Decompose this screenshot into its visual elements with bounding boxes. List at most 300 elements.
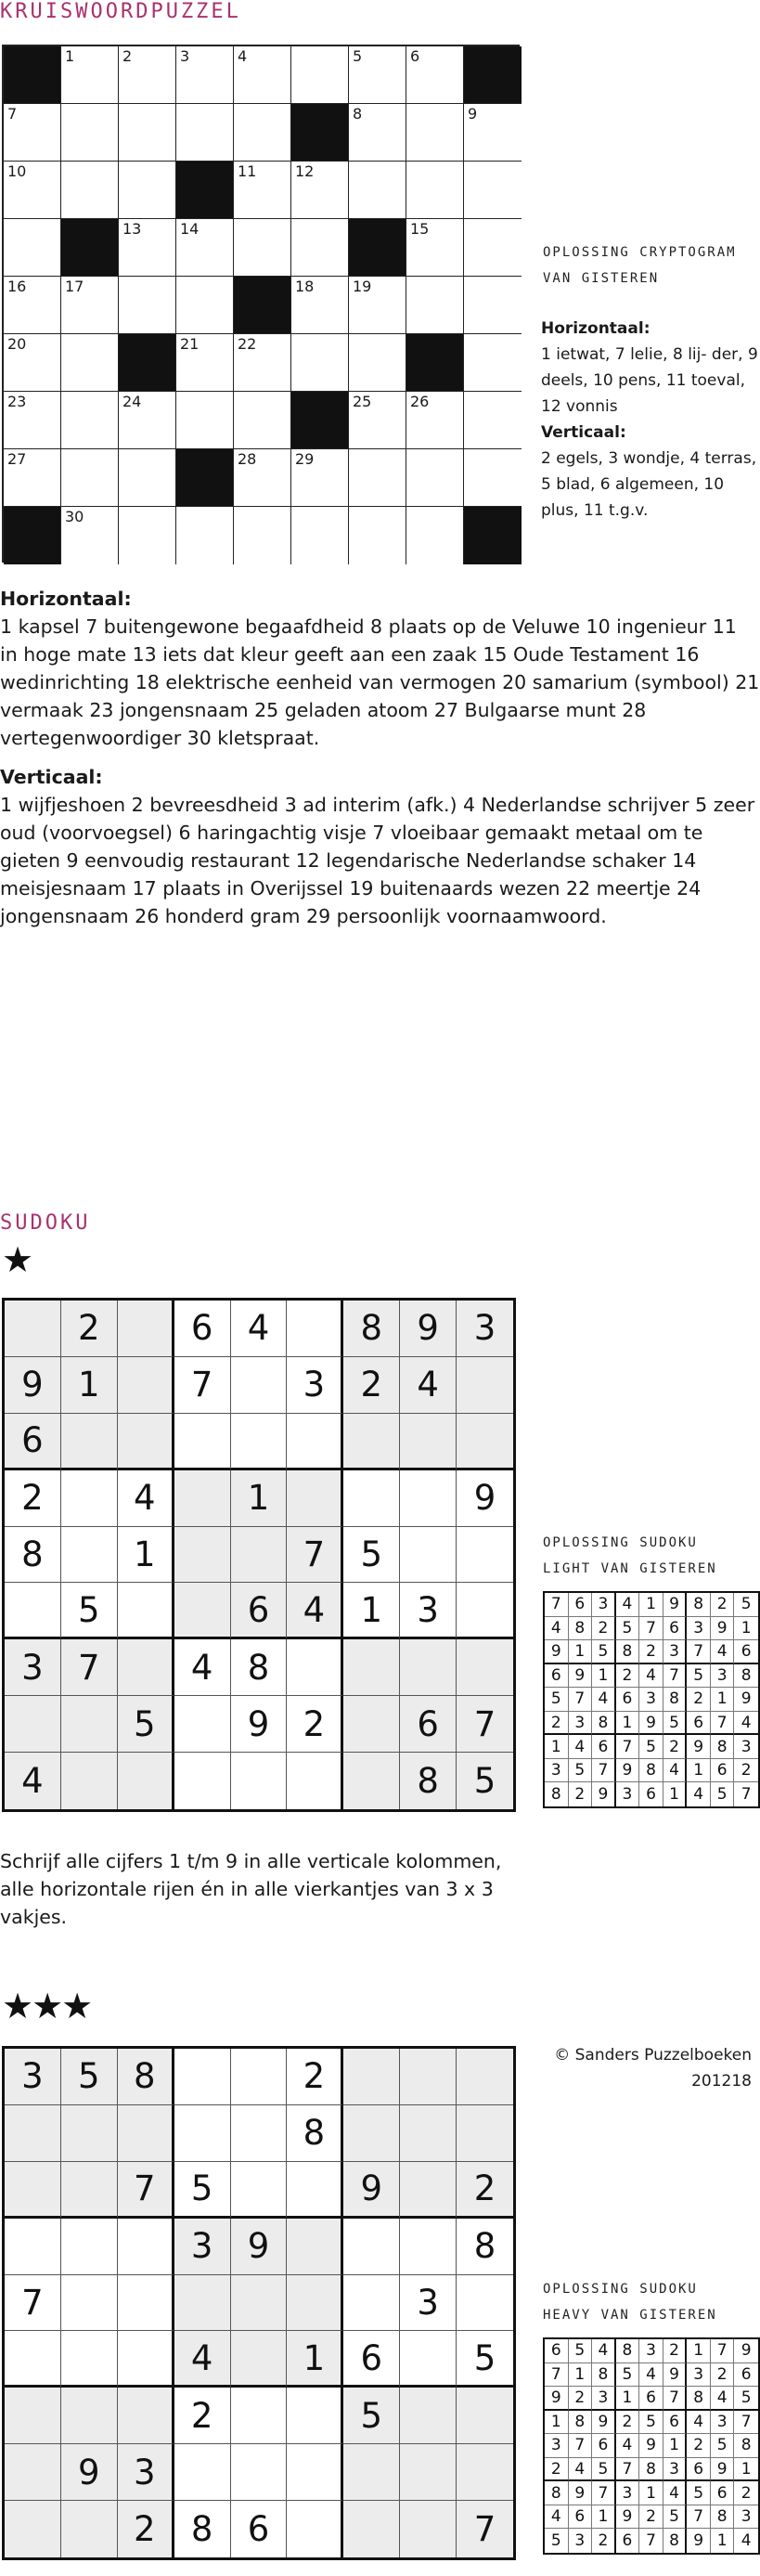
sudoku-cell[interactable] — [61, 2275, 118, 2332]
crossword-cell[interactable] — [464, 104, 522, 162]
solution-cell: 8 — [592, 1712, 616, 1736]
solution-cell: 2 — [545, 2458, 569, 2482]
sudoku-cell[interactable] — [5, 2331, 61, 2388]
sudoku-cell[interactable] — [118, 1639, 174, 1696]
crossword-clue-number: 2 — [122, 47, 133, 65]
solution-cell: 5 — [663, 2505, 688, 2530]
clue-number: 28 — [622, 699, 647, 721]
sudoku-cell[interactable] — [231, 2049, 288, 2105]
clue — [179, 822, 367, 844]
sudoku-cell[interactable] — [287, 2388, 343, 2444]
sudoku-cell[interactable] — [5, 1696, 61, 1753]
sudoku-cell[interactable] — [5, 2162, 61, 2219]
clue — [566, 877, 671, 900]
sudoku-cell[interactable] — [457, 1583, 513, 1639]
sudoku-cell[interactable] — [231, 2162, 288, 2219]
crossword-cell[interactable] — [234, 162, 291, 219]
sudoku-cell[interactable] — [61, 1753, 118, 1809]
solution-cell: 3 — [734, 1735, 758, 1759]
solution-cell: 4 — [639, 2363, 663, 2388]
crossword-cell[interactable] — [119, 46, 176, 104]
sudoku-cell[interactable] — [231, 1527, 288, 1584]
solution-cell: 7 — [734, 2411, 758, 2435]
sudoku-cell[interactable] — [174, 1414, 231, 1470]
sudoku-cell[interactable] — [231, 1414, 288, 1470]
sudoku-cell[interactable] — [118, 2388, 174, 2444]
sudoku-cell[interactable] — [5, 2388, 61, 2444]
crossword-cell[interactable] — [234, 507, 291, 564]
crossword-cell[interactable] — [234, 104, 291, 162]
sudoku-cell: 3 — [174, 2219, 231, 2275]
solution-cell: 5 — [569, 1759, 593, 1783]
solution-cell: 9 — [711, 2458, 735, 2482]
crossword-black-cell — [349, 219, 406, 277]
clue-text: in hoge mate — [0, 643, 127, 666]
clue-text: vloeibaar gemaakt metaal om te gieten — [0, 822, 703, 872]
crossword-clue-number: 18 — [295, 278, 315, 295]
crossword-cell[interactable] — [176, 507, 234, 564]
sudoku-cell[interactable] — [287, 2501, 343, 2557]
crossword-cell[interactable] — [119, 219, 176, 277]
crossword-cell[interactable] — [349, 277, 406, 334]
sudoku-cell: 9 — [61, 2444, 118, 2501]
crossword-cell[interactable] — [291, 162, 349, 219]
solution-cell: 9 — [687, 2529, 711, 2553]
sudoku-cell[interactable] — [118, 2219, 174, 2275]
sudoku-cell[interactable] — [5, 2105, 61, 2162]
sudoku-cell: 1 — [231, 1470, 288, 1527]
solution-cell: 1 — [569, 2363, 593, 2388]
sudoku-cell[interactable] — [400, 2105, 457, 2162]
cryptogram-vertical-text: 2 egels, 3 wondje, 4 terras, 5 blad, 6 algemeen, 10 plus, 11 t.g.v. — [541, 449, 757, 520]
vertical-clues-list — [0, 791, 760, 930]
clue — [0, 794, 125, 816]
light-solution-caption-line2: LIGHT VAN GISTEREN — [543, 1561, 717, 1576]
crossword-cell[interactable] — [349, 392, 406, 449]
crossword-cell[interactable] — [349, 334, 406, 392]
solution-cell: 1 — [639, 1593, 663, 1617]
solution-cell: 4 — [545, 1617, 569, 1641]
sudoku-cell: 5 — [457, 2331, 513, 2388]
sudoku-cell[interactable] — [343, 1753, 400, 1809]
sudoku-light-solution — [543, 1591, 760, 1808]
sudoku-cell: 8 — [231, 1639, 288, 1696]
sudoku-cell[interactable] — [61, 1414, 118, 1470]
solution-cell: 9 — [545, 2387, 569, 2411]
sudoku-cell: 4 — [174, 1639, 231, 1696]
sudoku-cell[interactable] — [287, 1301, 343, 1357]
crossword-cell[interactable] — [349, 162, 406, 219]
sudoku-cell[interactable] — [118, 2275, 174, 2332]
sudoku-cell[interactable] — [118, 1414, 174, 1470]
solution-cell: 4 — [569, 2458, 593, 2482]
crossword-cell[interactable] — [4, 162, 61, 219]
light-solution-caption — [543, 1530, 717, 1582]
solution-cell: 1 — [592, 1664, 616, 1689]
sudoku-cell[interactable] — [118, 1753, 174, 1809]
sudoku-cell[interactable] — [61, 2331, 118, 2388]
crossword-cell[interactable] — [234, 219, 291, 277]
clue — [296, 849, 666, 872]
solution-cell: 8 — [569, 1617, 593, 1641]
crossword-cell[interactable] — [464, 392, 522, 449]
crossword-cell[interactable] — [176, 46, 234, 104]
solution-cell: 4 — [592, 1688, 616, 1712]
solution-cell: 8 — [734, 2434, 758, 2458]
sudoku-cell[interactable] — [287, 1414, 343, 1470]
sudoku-cell[interactable] — [174, 2049, 231, 2105]
solution-cell: 4 — [734, 1712, 758, 1736]
clue-text: buitengewone begaafdheid — [103, 615, 365, 638]
clue — [67, 849, 290, 872]
crossword-cell[interactable] — [176, 277, 234, 334]
sudoku-cell[interactable] — [343, 1470, 400, 1527]
solution-cell: 1 — [711, 1688, 735, 1712]
crossword-cell[interactable] — [406, 162, 464, 219]
crossword-cell[interactable] — [119, 392, 176, 449]
solution-cell: 5 — [734, 2387, 758, 2411]
solution-cell: 3 — [663, 1640, 688, 1664]
solution-cell: 3 — [545, 1759, 569, 1783]
sudoku-cell[interactable] — [343, 1639, 400, 1696]
crossword-cell[interactable] — [61, 277, 119, 334]
sudoku-cell[interactable] — [231, 2444, 288, 2501]
sudoku-cell[interactable] — [457, 1527, 513, 1584]
sudoku-cell: 5 — [343, 1527, 400, 1584]
solution-cell: 2 — [569, 2387, 593, 2411]
sudoku-cell: 3 — [5, 1639, 61, 1696]
sudoku-cell: 2 — [61, 1301, 118, 1357]
sudoku-cell[interactable] — [343, 2444, 400, 2501]
sudoku-cell: 8 — [5, 1527, 61, 1584]
horizontal-clues-list — [0, 613, 760, 752]
clue-number: 9 — [66, 849, 79, 872]
crossword-grid — [2, 45, 520, 563]
sudoku-cell[interactable] — [457, 2275, 513, 2332]
solution-cell: 3 — [616, 2481, 640, 2505]
sudoku-cell: 1 — [118, 1527, 174, 1584]
sudoku-cell: 4 — [174, 2331, 231, 2388]
sudoku-cell[interactable] — [287, 2162, 343, 2219]
sudoku-title: SUDOKU — [0, 1211, 91, 1235]
clue-number: 18 — [135, 671, 160, 693]
solution-cell: 8 — [592, 2363, 616, 2388]
horizontal-clues-heading: Horizontaal: — [0, 588, 132, 610]
crossword-cell[interactable] — [176, 219, 234, 277]
solution-cell: 2 — [616, 2411, 640, 2435]
solution-cell: 8 — [711, 2505, 735, 2530]
sudoku-cell[interactable] — [174, 2275, 231, 2332]
solution-cell: 8 — [616, 2339, 640, 2363]
sudoku-cell[interactable] — [61, 1527, 118, 1584]
heavy-solution-caption-line1: OPLOSSING SUDOKU — [543, 2282, 698, 2297]
crossword-cell[interactable] — [61, 334, 119, 392]
sudoku-cell[interactable] — [174, 2105, 231, 2162]
crossword-cell[interactable] — [61, 392, 119, 449]
solution-cell: 9 — [569, 2481, 593, 2505]
sudoku-cell[interactable] — [343, 1414, 400, 1470]
horizontal-clues — [0, 585, 760, 752]
sudoku-cell[interactable] — [61, 2162, 118, 2219]
crossword-cell[interactable] — [61, 104, 119, 162]
crossword-cell[interactable] — [119, 449, 176, 507]
solution-cell: 9 — [639, 1712, 663, 1736]
solution-cell: 7 — [616, 2458, 640, 2482]
sudoku-cell: 9 — [400, 1301, 457, 1357]
crossword-cell[interactable] — [4, 392, 61, 449]
crossword-cell[interactable] — [119, 277, 176, 334]
sudoku-cell[interactable] — [118, 1357, 174, 1414]
crossword-cell[interactable] — [349, 46, 406, 104]
sudoku-cell[interactable] — [400, 2219, 457, 2275]
crossword-cell[interactable] — [4, 219, 61, 277]
solution-cell: 7 — [592, 1759, 616, 1783]
sudoku-cell[interactable] — [287, 1470, 343, 1527]
sudoku-cell[interactable] — [457, 2388, 513, 2444]
crossword-cell[interactable] — [119, 162, 176, 219]
clue — [306, 905, 607, 927]
crossword-clue-number: 22 — [238, 335, 257, 353]
solution-cell: 6 — [734, 2363, 758, 2388]
solution-cell: 4 — [663, 2481, 688, 2505]
sudoku-cell[interactable] — [343, 2219, 400, 2275]
sudoku-cell[interactable] — [5, 2444, 61, 2501]
solution-cell: 9 — [592, 2411, 616, 2435]
crossword-cell[interactable] — [176, 104, 234, 162]
sudoku-cell: 2 — [287, 2049, 343, 2105]
crossword-cell[interactable] — [234, 449, 291, 507]
sudoku-cell: 8 — [174, 2501, 231, 2557]
sudoku-cell: 6 — [343, 2331, 400, 2388]
sudoku-cell[interactable] — [287, 1639, 343, 1696]
sudoku-cell[interactable] — [231, 2331, 288, 2388]
sudoku-cell[interactable] — [231, 1357, 288, 1414]
crossword-cell[interactable] — [464, 162, 522, 219]
crossword-cell[interactable] — [176, 334, 234, 392]
clue — [85, 615, 364, 638]
sudoku-cell[interactable] — [231, 1753, 288, 1809]
solution-cell: 7 — [545, 1593, 569, 1617]
solution-cell: 2 — [687, 1688, 711, 1712]
crossword-cell[interactable] — [464, 277, 522, 334]
cryptogram-caption-line2: VAN GISTEREN — [543, 271, 660, 286]
crossword-cell[interactable] — [406, 104, 464, 162]
solution-cell: 5 — [687, 1664, 711, 1689]
crossword-cell[interactable] — [4, 449, 61, 507]
clue-number: 17 — [132, 877, 157, 900]
sudoku-cell: 4 — [118, 1470, 174, 1527]
solution-cell: 8 — [569, 2411, 593, 2435]
sudoku-cell[interactable] — [287, 1753, 343, 1809]
crossword-cell[interactable] — [4, 104, 61, 162]
solution-cell: 1 — [616, 2387, 640, 2411]
crossword-cell[interactable] — [349, 449, 406, 507]
sudoku-cell[interactable] — [343, 2275, 400, 2332]
crossword-cell[interactable] — [291, 219, 349, 277]
crossword-cell[interactable] — [464, 219, 522, 277]
solution-cell: 9 — [687, 1735, 711, 1759]
sudoku-cell[interactable] — [287, 2219, 343, 2275]
sudoku-cell[interactable] — [231, 2388, 288, 2444]
sudoku-cell[interactable] — [61, 1696, 118, 1753]
sudoku-cell[interactable] — [174, 2444, 231, 2501]
sudoku-cell[interactable] — [174, 1527, 231, 1584]
clue-text: buitenaards wezen — [380, 877, 560, 900]
sudoku-cell[interactable] — [400, 2331, 457, 2388]
sudoku-cell[interactable] — [231, 2275, 288, 2332]
crossword-cell[interactable] — [406, 507, 464, 564]
sudoku-cell[interactable] — [343, 2105, 400, 2162]
sudoku-cell: 9 — [231, 1696, 288, 1753]
clue — [370, 615, 580, 638]
sudoku-cell[interactable] — [400, 2388, 457, 2444]
crossword-cell[interactable] — [349, 104, 406, 162]
sudoku-cell: 6 — [231, 1583, 288, 1639]
sudoku-cell[interactable] — [174, 1696, 231, 1753]
sudoku-cell[interactable] — [400, 2049, 457, 2105]
crossword-cell[interactable] — [291, 334, 349, 392]
crossword-cell[interactable] — [406, 219, 464, 277]
solution-cell: 3 — [734, 2505, 758, 2530]
solution-cell: 7 — [711, 1712, 735, 1736]
sudoku-cell[interactable] — [400, 2444, 457, 2501]
sudoku-cell[interactable] — [457, 2105, 513, 2162]
sudoku-cell[interactable] — [343, 1696, 400, 1753]
sudoku-cell[interactable] — [400, 1527, 457, 1584]
crossword-cell[interactable] — [234, 334, 291, 392]
crossword-clue-number: 11 — [238, 162, 257, 180]
crossword-cell[interactable] — [61, 449, 119, 507]
solution-cell: 4 — [711, 1640, 735, 1664]
solution-cell: 2 — [616, 1664, 640, 1689]
sudoku-cell: 9 — [457, 1470, 513, 1527]
crossword-black-cell — [234, 277, 291, 334]
sudoku-cell[interactable] — [61, 2105, 118, 2162]
solution-cell: 5 — [639, 1735, 663, 1759]
crossword-cell[interactable] — [4, 334, 61, 392]
clue-number: 5 — [695, 794, 708, 816]
solution-cell: 4 — [711, 2387, 735, 2411]
crossword-cell[interactable] — [119, 104, 176, 162]
solution-cell: 1 — [545, 2411, 569, 2435]
clue-text: ingenieur — [616, 615, 707, 638]
solution-cell: 8 — [687, 2387, 711, 2411]
sudoku-cell[interactable] — [174, 1470, 231, 1527]
sudoku-cell[interactable] — [61, 2219, 118, 2275]
solution-cell: 7 — [569, 2434, 593, 2458]
crossword-cell[interactable] — [406, 392, 464, 449]
crossword-cell[interactable] — [234, 46, 291, 104]
solution-cell: 4 — [616, 1593, 640, 1617]
sudoku-cell[interactable] — [61, 2388, 118, 2444]
crossword-cell[interactable] — [406, 46, 464, 104]
solution-cell: 7 — [545, 2363, 569, 2388]
solution-cell: 6 — [639, 1782, 663, 1806]
sudoku-cell[interactable] — [118, 2105, 174, 2162]
clue — [463, 794, 689, 816]
solution-cell: 1 — [569, 1640, 593, 1664]
sudoku-cell[interactable] — [343, 2049, 400, 2105]
crossword-clue-number: 1 — [65, 47, 75, 65]
crossword-cell[interactable] — [61, 46, 119, 104]
clue-number: 14 — [672, 849, 697, 872]
solution-cell: 2 — [663, 1735, 688, 1759]
crossword-cell[interactable] — [291, 277, 349, 334]
sudoku-cell[interactable] — [400, 2501, 457, 2557]
sudoku-cell[interactable] — [457, 1357, 513, 1414]
clue — [349, 877, 560, 900]
sudoku-cell[interactable] — [287, 2444, 343, 2501]
sudoku-cell[interactable] — [5, 1583, 61, 1639]
sudoku-cell[interactable] — [457, 2444, 513, 2501]
crossword-black-cell — [119, 334, 176, 392]
sudoku-cell[interactable] — [5, 1301, 61, 1357]
sudoku-cell[interactable] — [5, 2501, 61, 2557]
sudoku-cell[interactable] — [118, 1583, 174, 1639]
crossword-cell[interactable] — [291, 449, 349, 507]
crossword-cell[interactable] — [349, 507, 406, 564]
solution-cell: 4 — [687, 2411, 711, 2435]
sudoku-cell[interactable] — [5, 2219, 61, 2275]
sudoku-cell[interactable] — [231, 2105, 288, 2162]
sudoku-cell: 4 — [5, 1753, 61, 1809]
sudoku-cell[interactable] — [174, 1753, 231, 1809]
crossword-cell[interactable] — [406, 277, 464, 334]
crossword-clue-number: 5 — [353, 47, 363, 65]
sudoku-cell[interactable] — [400, 2162, 457, 2219]
sudoku-cell[interactable] — [400, 1639, 457, 1696]
crossword-clue-number: 4 — [238, 47, 248, 65]
crossword-clue-number: 21 — [180, 335, 200, 353]
crossword-cell[interactable] — [4, 277, 61, 334]
clue-text: legendarische Nederlandse schaker — [326, 849, 666, 872]
sudoku-cell[interactable] — [400, 1470, 457, 1527]
crossword-cell[interactable] — [464, 334, 522, 392]
crossword-cell[interactable] — [119, 507, 176, 564]
solution-cell: 3 — [639, 2339, 663, 2363]
sudoku-cell[interactable] — [457, 2049, 513, 2105]
sudoku-cell[interactable] — [174, 1583, 231, 1639]
crossword-cell[interactable] — [234, 392, 291, 449]
crossword-cell[interactable] — [291, 507, 349, 564]
sudoku-cell[interactable] — [287, 2275, 343, 2332]
sudoku-cell[interactable] — [118, 2331, 174, 2388]
sudoku-cell[interactable] — [457, 1414, 513, 1470]
crossword-cell[interactable] — [61, 162, 119, 219]
crossword-cell[interactable] — [464, 449, 522, 507]
crossword-title: KRUISWOORDPUZZEL — [0, 0, 241, 23]
sudoku-cell[interactable] — [61, 2501, 118, 2557]
sudoku-cell[interactable] — [118, 1301, 174, 1357]
sudoku-cell[interactable] — [457, 1639, 513, 1696]
crossword-cell[interactable] — [291, 46, 349, 104]
clue-number: 30 — [187, 727, 212, 749]
sudoku-cell: 9 — [343, 2162, 400, 2219]
sudoku-cell: 5 — [61, 2049, 118, 2105]
solution-cell: 7 — [616, 1735, 640, 1759]
sudoku-cell[interactable] — [400, 1414, 457, 1470]
sudoku-cell[interactable] — [61, 1470, 118, 1527]
clue — [133, 877, 343, 900]
crossword-cell[interactable] — [406, 449, 464, 507]
crossword-cell[interactable] — [176, 392, 234, 449]
sudoku-cell[interactable] — [343, 2501, 400, 2557]
clue-text: persoonlijk voornaamwoord. — [336, 905, 607, 927]
solution-cell: 7 — [592, 2481, 616, 2505]
crossword-cell[interactable] — [61, 507, 119, 564]
sudoku-cell: 3 — [457, 1301, 513, 1357]
clue — [0, 615, 80, 638]
